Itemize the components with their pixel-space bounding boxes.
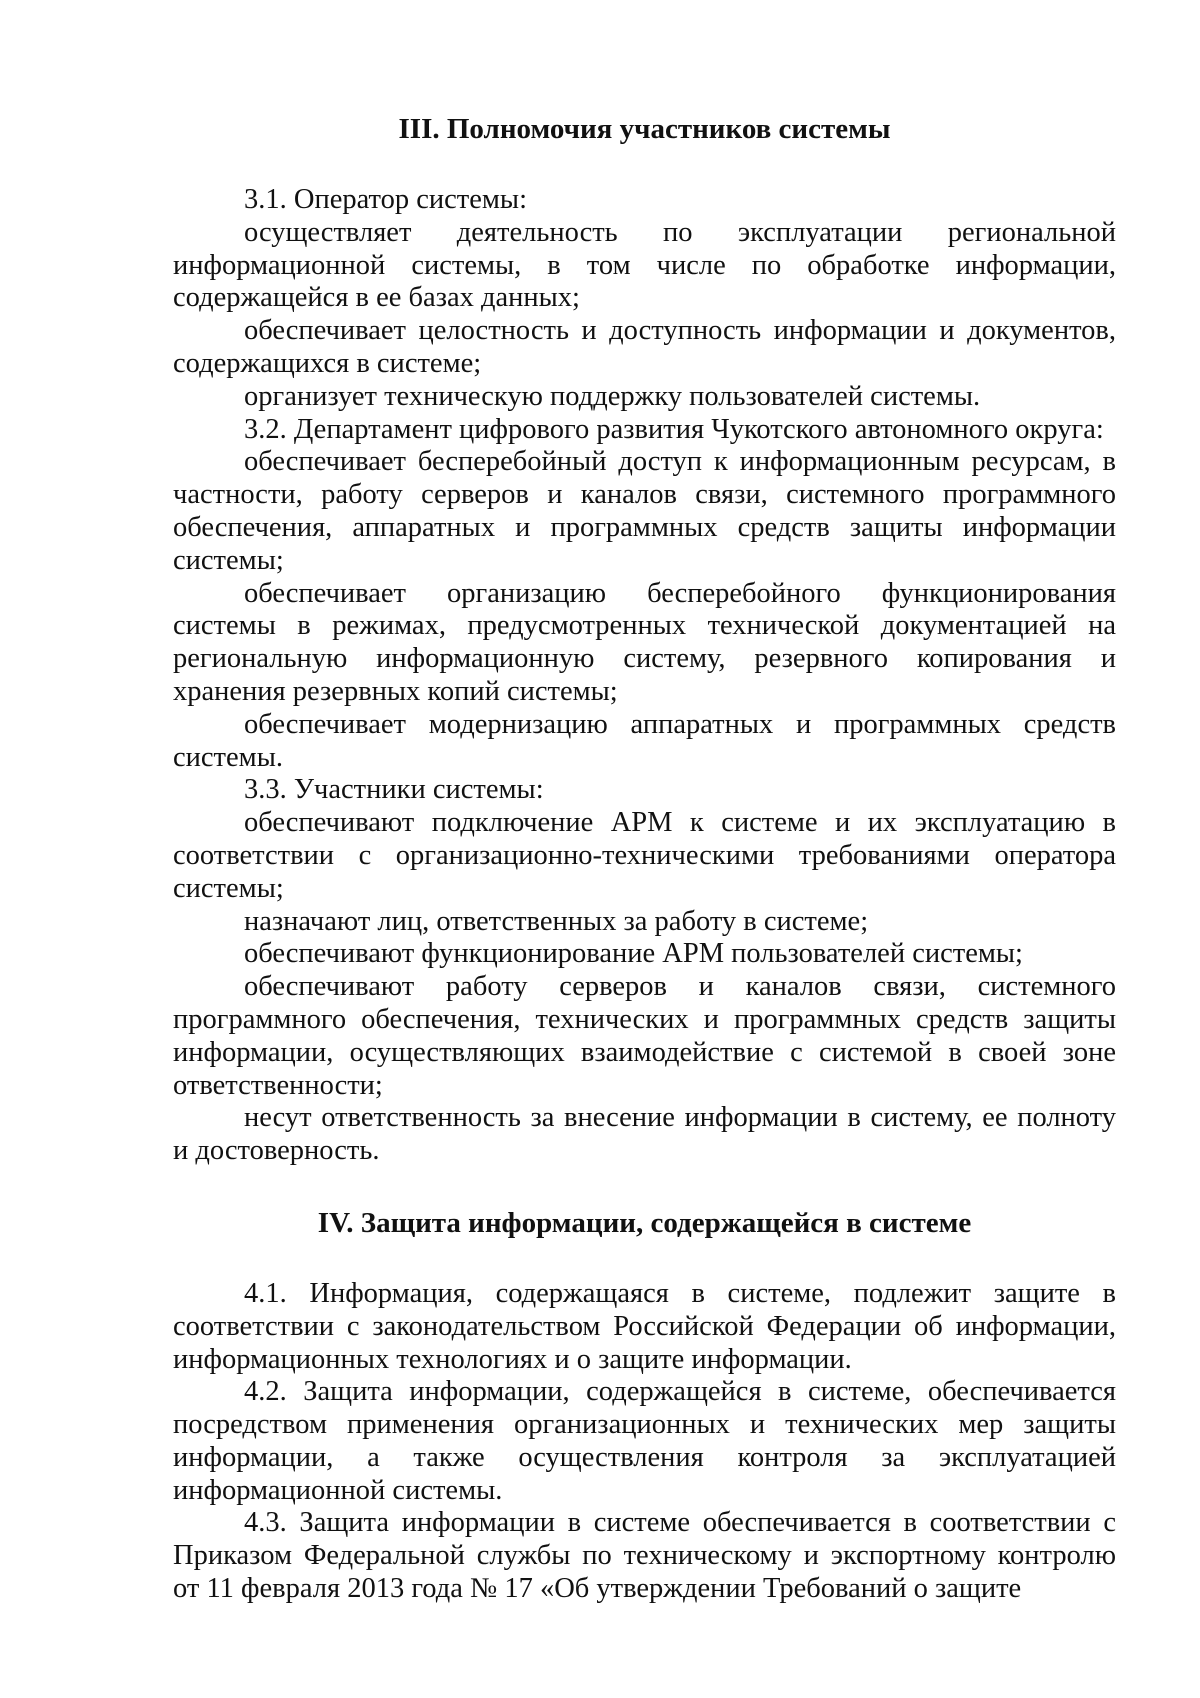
document-body [173,112,1116,1606]
paragraph-3-2: 3.2. Департамент цифрового развития Чукотского автономного округа: [244,413,1104,445]
paragraph-3-3-d: обеспечивают работу серверов и каналов связи, системного программного обеспечения, технических и программных средств защиты информации, осуществляющих взаимодействие с системой в своей зоне ответственности; [173,971,1116,1101]
paragraph-4-3: 4.3. Защита информации в системе обеспечивается в соответствии с Приказом Федеральной службы по техническому и экспортному контролю от 11 февраля 2013 года № 17 «Об утверждении Требований о защите [173,1507,1116,1605]
paragraph-3-2-a: обеспечивает бесперебойный доступ к информационным ресурсам, в частности, работу серверов и каналов связи, системного программного обеспечения, аппаратных и программных средств защиты информации системы; [173,446,1116,576]
paragraph-3-2-c: обеспечивает модернизацию аппаратных и программных средств системы. [173,708,1116,773]
paragraph-4-1: 4.1. Информация, содержащаяся в системе, подлежит защите в соответствии с законодательством Российской Федерации об информации, информационных технологиях и о защите информации. [173,1277,1116,1375]
paragraph-3-3-a: обеспечивают подключение АРМ к системе и их эксплуатацию в соответствии с организационно-техническими требованиями оператора системы; [173,807,1116,904]
paragraph-3-1-a: осуществляет деятельность по эксплуатации региональной информационной системы, в том числе по обработке информации, содержащейся в ее базах данных; [173,216,1116,314]
section-4-heading: IV. Защита информации, содержащейся в системе [317,1206,972,1239]
paragraph-3-1-b: обеспечивает целостность и доступность информации и документов, содержащихся в системе; [173,315,1116,379]
paragraph-3-2-b: обеспечивает организацию бесперебойного функционирования системы в режимах, предусмотренных технической документацией на региональную информационную систему, резервного копирования и хранения резервных копий системы; [173,577,1116,707]
paragraph-3-3-c: обеспечивают функционирование АРМ пользователей системы; [244,938,1023,970]
paragraph-3-3: 3.3. Участники системы: [244,774,544,806]
paragraph-3-3-b: назначают лиц, ответственных за работу в системе; [244,905,869,937]
paragraph-4-2: 4.2. Защита информации, содержащейся в системе, обеспечивается посредством применения организационных и технических мер защиты информации, а также осуществления контроля за эксплуатацией информационной системы. [173,1376,1116,1506]
paragraph-3-3-e: несут ответственность за внесение информации в систему, ее полноту и достоверность. [173,1102,1116,1167]
paragraph-3-1-c: организует техническую поддержку пользователей системы. [244,380,981,412]
section-3-heading: III. Полномочия участников системы [398,113,891,145]
paragraph-3-1: 3.1. Оператор системы: [244,184,527,215]
